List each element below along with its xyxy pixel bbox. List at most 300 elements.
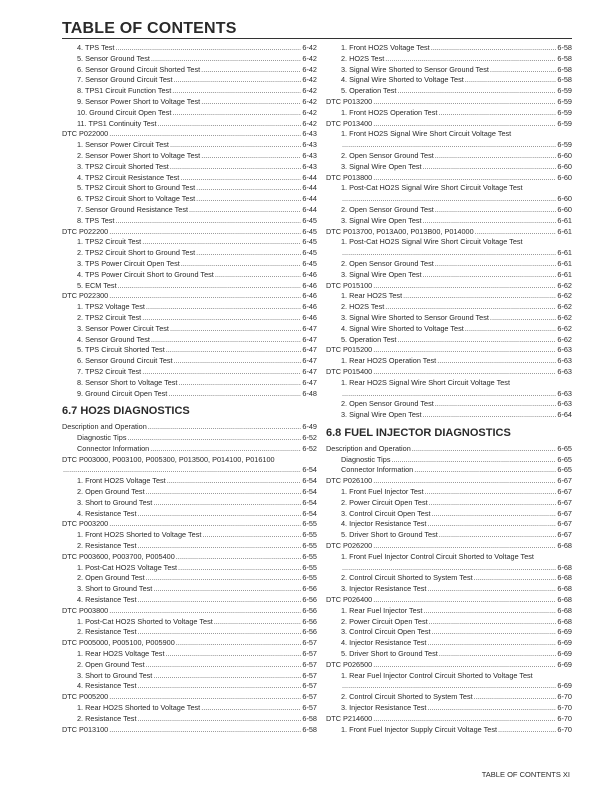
toc-page-number: 6-46 (302, 269, 317, 279)
toc-entry-title: 5. Operation Test (341, 334, 397, 344)
leader-dots (373, 345, 556, 356)
toc-entry[interactable] (326, 313, 572, 324)
toc-entry[interactable] (326, 302, 572, 313)
toc-entry[interactable] (62, 584, 317, 595)
leader-dots (196, 194, 301, 205)
section-heading: 6.7 HO2S DIAGNOSTICS (62, 405, 190, 418)
toc-page-number: 6-45 (302, 215, 317, 225)
toc-entry[interactable] (326, 291, 572, 302)
toc-entry[interactable] (326, 638, 572, 649)
toc-entry-title: 3. Control Circuit Open Test (341, 627, 431, 637)
leader-dots (474, 692, 557, 703)
toc-entry[interactable] (62, 65, 317, 76)
toc-entry[interactable] (62, 378, 317, 389)
toc-page-number: 6-48 (302, 388, 317, 398)
toc-entry[interactable] (62, 356, 317, 367)
leader-dots (373, 660, 556, 671)
toc-entry[interactable] (62, 162, 317, 173)
toc-entry-title: 1. Front HO2S Voltage Test (341, 43, 430, 52)
toc-page-number: 6-68 (557, 573, 572, 583)
leader-dots (423, 216, 557, 227)
toc-entry[interactable] (326, 627, 572, 638)
toc-entry[interactable] (62, 444, 317, 455)
toc-entry[interactable] (326, 465, 572, 476)
toc-page-number: 6-56 (302, 627, 317, 637)
leader-dots (201, 65, 301, 76)
toc-entry-title: 2. Open Ground Test (77, 659, 145, 669)
toc-entry[interactable] (62, 671, 317, 682)
toc-page-number: 6-70 (557, 724, 572, 734)
toc-entry-title: DTC P003200 (62, 519, 109, 529)
toc-page-number: 6-68 (557, 541, 572, 551)
toc-page-number: 6-55 (302, 573, 317, 583)
toc-entry-title: 1. Post-Cat HO2S Shorted to Voltage Test (77, 616, 213, 626)
toc-entry[interactable] (326, 519, 572, 530)
toc-entry[interactable] (62, 617, 317, 628)
leader-dots (373, 476, 556, 487)
toc-entry[interactable] (62, 248, 317, 259)
toc-entry[interactable] (62, 54, 317, 65)
toc-entry-title: 3. Signal Wire Open Test (341, 215, 422, 225)
toc-entry[interactable] (62, 649, 317, 660)
leader-dots (146, 660, 302, 671)
toc-entry[interactable] (62, 498, 317, 509)
toc-page-number: 6-60 (557, 161, 572, 171)
toc-entry-title: 1. Front HO2S Voltage Test (77, 476, 166, 486)
toc-entry[interactable] (62, 563, 317, 574)
toc-page-number: 6-70 (557, 713, 572, 723)
toc-column-right (326, 43, 572, 735)
toc-page-number: 6-62 (557, 334, 572, 344)
toc-entry[interactable] (62, 313, 317, 324)
toc-entry[interactable] (62, 335, 317, 346)
toc-entry[interactable] (326, 725, 572, 736)
toc-page-number: 6-68 (557, 562, 572, 572)
toc-entry[interactable] (62, 324, 317, 335)
toc-entry[interactable] (326, 237, 572, 259)
toc-entry-title: 8. TPS1 Circuit Function Test (77, 86, 172, 96)
toc-entry-group[interactable] (62, 291, 317, 302)
toc-entry-group[interactable] (62, 725, 317, 736)
toc-entry-group[interactable] (62, 129, 317, 140)
leader-dots (342, 563, 556, 574)
toc-entry-group[interactable] (62, 227, 317, 238)
toc-page-number: 6-67 (557, 487, 572, 497)
toc-entry-group[interactable] (326, 660, 572, 671)
toc-entry[interactable] (326, 205, 572, 216)
toc-entry-group[interactable] (62, 606, 317, 617)
toc-entry[interactable] (326, 671, 572, 693)
toc-entry[interactable] (326, 43, 572, 54)
toc-entry-group[interactable] (326, 595, 572, 606)
toc-entry[interactable] (326, 606, 572, 617)
toc-page-number: 6-67 (557, 530, 572, 540)
toc-entry[interactable] (62, 541, 317, 552)
toc-entry[interactable] (326, 75, 572, 86)
toc-entry[interactable] (326, 455, 572, 466)
toc-page-number: 6-70 (557, 692, 572, 702)
toc-page-number: 6-67 (557, 519, 572, 529)
toc-column-left (62, 43, 317, 735)
toc-entry-group[interactable] (62, 692, 317, 703)
toc-page-number: 6-63 (557, 356, 572, 366)
toc-page-number: 6-44 (302, 172, 317, 182)
leader-dots (115, 216, 301, 227)
toc-entry[interactable] (326, 324, 572, 335)
toc-entry[interactable] (62, 216, 317, 227)
toc-entry[interactable] (326, 65, 572, 76)
toc-entry-title: 3. TPS2 Circuit Shorted Test (77, 161, 169, 171)
toc-entry[interactable] (326, 487, 572, 498)
toc-entry[interactable] (62, 205, 317, 216)
toc-entry-title: 1. Front HO2S Shorted to Voltage Test (77, 530, 202, 540)
toc-page-number: 6-69 (557, 681, 572, 691)
toc-entry-title: 10. Ground Circuit Open Test (77, 107, 172, 117)
toc-entry-title: 2. Resistance Test (77, 627, 137, 637)
toc-entry-title: 1. Rear HO2S Signal Wire Short Circuit Voltage Test (341, 377, 510, 387)
toc-page-number: 6-57 (302, 681, 317, 691)
toc-entry[interactable] (326, 129, 572, 151)
toc-entry[interactable] (326, 552, 572, 574)
leader-dots (385, 54, 556, 65)
toc-entry-title: DTC P015100 (326, 280, 373, 290)
toc-page-number: 6-43 (302, 140, 317, 150)
toc-entry[interactable] (62, 530, 317, 541)
toc-page-number: 6-63 (557, 399, 572, 409)
leader-dots (429, 498, 557, 509)
toc-entry-title: 2. Open Ground Test (77, 573, 145, 583)
toc-entry-title: 5. Operation Test (341, 86, 397, 96)
toc-entry-group[interactable] (326, 97, 572, 108)
toc-entry[interactable] (62, 108, 317, 119)
leader-dots (475, 227, 557, 238)
leader-dots (170, 162, 302, 173)
leader-dots (138, 681, 302, 692)
toc-entry[interactable] (326, 86, 572, 97)
toc-page-number: 6-61 (557, 215, 572, 225)
toc-entry-title: 2. Control Circuit Shorted to System Test (341, 692, 473, 702)
section-heading: 6.8 FUEL INJECTOR DIAGNOSTICS (326, 426, 511, 439)
toc-page-number: 6-69 (557, 659, 572, 669)
toc-page-number: 6-65 (557, 454, 572, 464)
leader-dots (148, 422, 302, 433)
leader-dots (138, 595, 302, 606)
toc-entry[interactable] (326, 649, 572, 660)
toc-entry[interactable] (326, 692, 572, 703)
toc-entry[interactable] (326, 530, 572, 541)
toc-entry-title: DTC P026400 (326, 595, 373, 605)
toc-entry[interactable] (326, 498, 572, 509)
toc-entry-title: 4. Resistance Test (77, 508, 137, 518)
leader-dots (373, 173, 556, 184)
toc-entry-group[interactable] (326, 119, 572, 130)
toc-page-number: 6-59 (557, 118, 572, 128)
toc-entry-group[interactable] (62, 455, 317, 477)
leader-dots (438, 108, 556, 119)
toc-entry[interactable] (326, 162, 572, 173)
toc-entry-title: 7. Sensor Ground Resistance Test (77, 204, 188, 214)
leader-dots (158, 119, 302, 130)
toc-entry-title: 5. ECM Test (77, 280, 117, 290)
toc-entry[interactable] (326, 703, 572, 714)
leader-dots (425, 487, 557, 498)
toc-entry[interactable] (62, 487, 317, 498)
toc-entry[interactable] (62, 97, 317, 108)
toc-entry-title: 1. Rear HO2S Test (341, 291, 403, 301)
toc-page-number: 6-42 (302, 53, 317, 63)
leader-dots (170, 140, 301, 151)
toc-entry-group[interactable] (326, 367, 572, 378)
toc-entry-title: DTC P003000, P003100, P005300, P013500, P014100, P016100 (62, 454, 275, 464)
toc-entry[interactable] (62, 194, 317, 205)
toc-entry-title: 2. Sensor Power Short to Voltage Test (77, 150, 201, 160)
leader-dots (397, 86, 556, 97)
toc-entry-group[interactable] (62, 638, 317, 649)
leader-dots (342, 140, 556, 151)
toc-page-number: 6-44 (302, 183, 317, 193)
leader-dots (146, 487, 302, 498)
leader-dots (490, 313, 556, 324)
toc-entry-title: 4. Injector Resistance Test (341, 519, 427, 529)
toc-page-number: 6-62 (557, 323, 572, 333)
toc-entry[interactable] (62, 86, 317, 97)
leader-dots (109, 129, 301, 140)
leader-dots (373, 541, 556, 552)
toc-entry[interactable] (62, 367, 317, 378)
leader-dots (465, 324, 557, 335)
toc-entry-title: 1. Post-Cat HO2S Signal Wire Short Circuit Voltage Test (341, 237, 523, 247)
toc-entry-title: 3. Injector Resistance Test (341, 703, 427, 713)
toc-page-number: 6-55 (302, 530, 317, 540)
leader-dots (115, 43, 301, 54)
toc-entry[interactable] (326, 356, 572, 367)
toc-entry-group[interactable] (326, 173, 572, 184)
toc-page-number: 6-44 (302, 204, 317, 214)
leader-dots (146, 302, 302, 313)
leader-dots (142, 367, 301, 378)
toc-page-number: 6-46 (302, 302, 317, 312)
toc-entry-title: Diagnostic Tips (341, 454, 391, 464)
toc-entry[interactable] (326, 410, 572, 421)
toc-entry[interactable] (62, 140, 317, 151)
toc-entry-group[interactable] (326, 281, 572, 292)
toc-entry[interactable] (326, 54, 572, 65)
toc-page-number: 6-61 (557, 269, 572, 279)
toc-entry-title: 3. Signal Wire Open Test (341, 161, 422, 171)
leader-dots (423, 410, 557, 421)
toc-entry[interactable] (62, 703, 317, 714)
leader-dots (153, 584, 301, 595)
toc-page-number: 6-65 (557, 443, 572, 453)
toc-page-number: 6-56 (302, 584, 317, 594)
toc-entry-title: DTC P003800 (62, 605, 109, 615)
toc-entry-title: DTC P005200 (62, 692, 109, 702)
toc-entry[interactable] (62, 345, 317, 356)
toc-entry[interactable] (326, 183, 572, 205)
toc-entry-title: 7. TPS2 Circuit Test (77, 366, 142, 376)
toc-entry[interactable] (62, 433, 317, 444)
toc-entry-title: 1. Front Fuel Injector Test (341, 487, 424, 497)
toc-entry-title: 3. TPS Power Circuit Open Test (77, 258, 180, 268)
page-title: TABLE OF CONTENTS (62, 20, 237, 37)
leader-dots (138, 509, 302, 520)
toc-entry[interactable] (326, 584, 572, 595)
leader-dots (174, 356, 302, 367)
toc-entry-title: DTC P013700, P013A00, P013B00, P014000 (326, 226, 474, 236)
leader-dots (202, 530, 301, 541)
leader-dots (178, 563, 301, 574)
leader-dots (109, 291, 301, 302)
toc-page-number: 6-65 (557, 465, 572, 475)
toc-page-number: 6-67 (557, 476, 572, 486)
toc-entry[interactable] (326, 617, 572, 628)
toc-entry[interactable] (62, 183, 317, 194)
toc-entry-title: 6. TPS2 Circuit Short to Voltage Test (77, 194, 196, 204)
toc-entry-title: DTC P022000 (62, 129, 109, 139)
toc-entry-title: 2. Open Sensor Ground Test (341, 150, 434, 160)
toc-page-number: 6-61 (557, 258, 572, 268)
toc-entry-group[interactable] (326, 345, 572, 356)
toc-entry-title: 2. HO2S Test (341, 302, 385, 312)
toc-page-number: 6-60 (557, 194, 572, 204)
leader-dots (151, 54, 302, 65)
toc-entry-title: 1. Post-Cat HO2S Voltage Test (77, 562, 178, 572)
leader-dots (201, 97, 301, 108)
toc-entry-group[interactable] (62, 552, 317, 563)
leader-dots (427, 703, 556, 714)
toc-entry-title: 1. Rear HO2S Voltage Test (77, 649, 165, 659)
toc-entry[interactable] (326, 108, 572, 119)
leader-dots (109, 725, 301, 736)
toc-entry[interactable] (326, 378, 572, 400)
toc-page-number: 6-55 (302, 562, 317, 572)
toc-entry[interactable] (62, 509, 317, 520)
toc-entry-title: 3. Control Circuit Open Test (341, 508, 431, 518)
toc-entry[interactable] (326, 335, 572, 346)
leader-dots (196, 248, 301, 259)
toc-entry[interactable] (62, 43, 317, 54)
toc-entry[interactable] (326, 399, 572, 410)
toc-entry[interactable] (62, 302, 317, 313)
toc-entry[interactable] (62, 627, 317, 638)
toc-entry[interactable] (326, 216, 572, 227)
toc-entry[interactable] (62, 259, 317, 270)
toc-entry-title: 1. Rear HO2S Operation Test (341, 356, 437, 366)
toc-entry-title: 3. Signal Wire Open Test (341, 410, 422, 420)
toc-entry-group[interactable] (62, 519, 317, 530)
toc-entry-title: 5. TPS2 Circuit Short to Ground Test (77, 183, 196, 193)
toc-page-number: 6-46 (302, 312, 317, 322)
toc-page-number: 6-57 (302, 649, 317, 659)
toc-page-number: 6-58 (557, 64, 572, 74)
toc-entry-title: DTC P013400 (326, 118, 373, 128)
toc-entry-title: 4. TPS2 Circuit Resistance Test (77, 172, 180, 182)
leader-dots (427, 519, 556, 530)
toc-page-number: 6-58 (302, 724, 317, 734)
toc-page-number: 6-68 (557, 584, 572, 594)
toc-entry-group[interactable] (326, 444, 572, 455)
leader-dots (342, 194, 556, 205)
toc-entry[interactable] (62, 173, 317, 184)
toc-entry-title: 11. TPS1 Continuity Test (77, 118, 157, 128)
toc-entry-title: 3. Injector Resistance Test (341, 584, 427, 594)
toc-page-number: 6-54 (302, 497, 317, 507)
toc-entry[interactable] (62, 119, 317, 130)
toc-entry[interactable] (326, 573, 572, 584)
toc-entry[interactable] (326, 259, 572, 270)
toc-entry-title: 2. Resistance Test (77, 713, 137, 723)
toc-entry-group[interactable] (326, 541, 572, 552)
toc-entry[interactable] (62, 389, 317, 400)
leader-dots (174, 75, 302, 86)
toc-page-number: 6-42 (302, 64, 317, 74)
toc-page-number: 6-58 (302, 713, 317, 723)
toc-entry[interactable] (326, 270, 572, 281)
toc-page-number: 6-43 (302, 150, 317, 160)
toc-entry[interactable] (62, 595, 317, 606)
toc-page-number: 6-58 (557, 75, 572, 85)
toc-entry[interactable] (62, 476, 317, 487)
toc-entry[interactable] (62, 681, 317, 692)
leader-dots (172, 86, 301, 97)
leader-dots (437, 356, 556, 367)
toc-entry-title: DTC P015200 (326, 345, 373, 355)
toc-entry-title: 1. Rear Fuel Injector Test (341, 605, 423, 615)
toc-entry-title: DTC P026200 (326, 541, 373, 551)
leader-dots (423, 270, 557, 281)
toc-entry[interactable] (326, 151, 572, 162)
toc-entry[interactable] (62, 660, 317, 671)
toc-entry[interactable] (62, 151, 317, 162)
toc-entry-title: 4. TPS Power Circuit Short to Ground Test (77, 269, 214, 279)
toc-entry-title: DTC P013800 (326, 172, 373, 182)
toc-entry[interactable] (62, 237, 317, 248)
toc-entry-title: 2. Open Ground Test (77, 487, 145, 497)
toc-entry-title: 1. Post-Cat HO2S Signal Wire Short Circuit Voltage Test (341, 183, 523, 193)
toc-entry-title: 4. Signal Wire Shorted to Voltage Test (341, 75, 464, 85)
leader-dots (427, 638, 556, 649)
toc-entry[interactable] (62, 281, 317, 292)
toc-entry[interactable] (62, 714, 317, 725)
toc-page-number: 6-56 (302, 616, 317, 626)
leader-dots (373, 97, 556, 108)
toc-entry-title: 1. Front Fuel Injector Supply Circuit Voltage Test (341, 724, 498, 734)
toc-entry-title: 1. TPS2 Circuit Test (77, 237, 142, 247)
toc-page-number: 6-62 (557, 312, 572, 322)
toc-entry[interactable] (62, 573, 317, 584)
leader-dots (151, 335, 302, 346)
toc-entry-group[interactable] (62, 422, 317, 433)
toc-page-number: 6-45 (302, 226, 317, 236)
toc-entry-group[interactable] (326, 476, 572, 487)
leader-dots (342, 389, 556, 400)
toc-entry-title: 4. Sensor Ground Test (77, 334, 150, 344)
toc-entry-title: DTC P026100 (326, 476, 373, 486)
toc-entry-title: Connector Information (341, 465, 414, 475)
toc-entry[interactable] (326, 509, 572, 520)
toc-entry[interactable] (62, 75, 317, 86)
leader-dots (373, 714, 556, 725)
toc-page-number: 6-45 (302, 258, 317, 268)
leader-dots (178, 378, 301, 389)
toc-entry[interactable] (62, 270, 317, 281)
leader-dots (215, 270, 302, 281)
leader-dots (431, 43, 557, 54)
toc-entry-group[interactable] (326, 227, 572, 238)
leader-dots (373, 119, 556, 130)
leader-dots (342, 681, 556, 692)
toc-entry-group[interactable] (326, 714, 572, 725)
